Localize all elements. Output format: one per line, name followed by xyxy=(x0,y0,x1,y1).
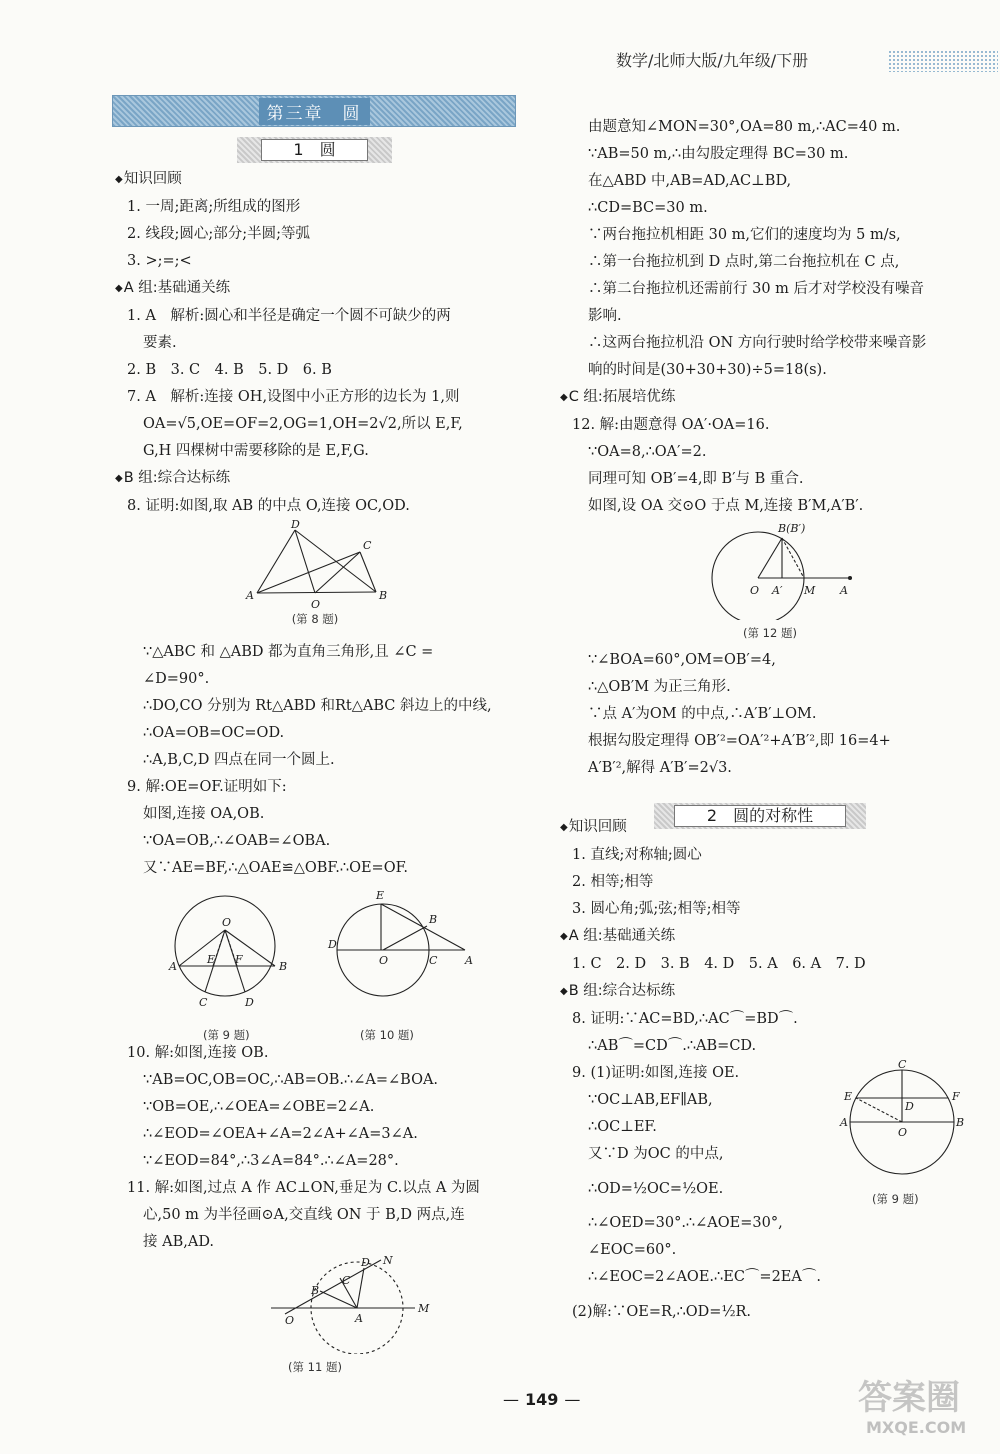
heading-group-c: ◆ C 组:拓展培优练 xyxy=(560,384,980,412)
svg-text:B: B xyxy=(279,960,288,973)
left-column xyxy=(115,166,525,1381)
heading-review: ◆ 知识回顾 xyxy=(115,166,525,194)
answer-line: 由题意知∠MON=30°,OA=80 m,∴AC=40 m. xyxy=(588,119,901,135)
answer-line: 影响. xyxy=(588,308,622,324)
chapter-banner xyxy=(112,95,516,127)
svg-text:O: O xyxy=(750,584,760,597)
watermark-logo: 答案圈 MXQE.COM xyxy=(858,1378,967,1437)
answer-line: 如图,连接 OA,OB. xyxy=(143,806,265,822)
svg-text:E: E xyxy=(207,953,216,966)
svg-text:E: E xyxy=(376,889,385,902)
section-title-2: 2 圆的对称性 xyxy=(674,805,846,827)
answer-line: ∵OC⊥AB,EF∥AB, xyxy=(588,1092,713,1108)
answer-line: 在△ABD 中,AB=AD,AC⊥BD, xyxy=(588,173,792,189)
svg-text:A: A xyxy=(840,1116,848,1129)
answer-line: ∵AB=50 m,∴由勾股定理得 BC=30 m. xyxy=(588,146,849,162)
figure-captions-row xyxy=(115,1022,515,1040)
label-A: A xyxy=(246,589,254,602)
label-B: B xyxy=(379,589,388,602)
label-C: C xyxy=(363,539,372,552)
running-header: 数学/北师大版/九年级/下册 xyxy=(616,51,809,70)
figure-caption: (第 12 题) xyxy=(743,626,797,640)
label-O: O xyxy=(311,598,321,610)
answer-line: 如图,设 OA 交⊙O 于点 M,连接 B′M,A′B′. xyxy=(588,498,864,514)
svg-text:B: B xyxy=(956,1116,965,1129)
question-9-block xyxy=(560,1060,980,1333)
svg-text:A: A xyxy=(355,1312,363,1325)
section-banner-spacer xyxy=(560,782,980,814)
answer-line: OA=√5,OE=OF=2,OG=1,OH=2√2,所以 E,F, xyxy=(143,416,463,432)
answer-line: ∴OD=½OC=½OE. xyxy=(588,1181,724,1197)
svg-text:O: O xyxy=(222,916,232,929)
svg-text:A: A xyxy=(169,960,177,973)
figure-caption: (第 10 题) xyxy=(360,1028,414,1042)
answer-line: 同理可知 OB′=4,即 B′与 B 重合. xyxy=(588,471,804,487)
svg-text:F: F xyxy=(235,953,243,966)
figure-8-diagram xyxy=(115,520,515,610)
svg-text:C: C xyxy=(898,1060,907,1071)
answer-line: 9. (1)证明:如图,连接 OE. xyxy=(572,1065,740,1081)
right-column xyxy=(560,114,980,1333)
answer-line: 11. 解:如图,过点 A 作 AC⊥ON,垂足为 C.以点 A 为圆 xyxy=(127,1180,480,1196)
answer-line: ∵∠BOA=60°,OM=OB′=4, xyxy=(588,652,776,668)
svg-text:D: D xyxy=(328,938,337,951)
answer-line: 要素. xyxy=(143,335,177,351)
svg-text:B(B′): B(B′) xyxy=(778,522,806,535)
answer-line: 根据勾股定理得 OB′²=OA′²+A′B′²,即 16=4+ xyxy=(588,733,891,749)
answer-line: 2. 线段;圆心;部分;半圆;等弧 xyxy=(127,226,310,242)
svg-text:A′: A′ xyxy=(772,584,783,597)
answer-line: ∴CD=BC=30 m. xyxy=(588,200,708,216)
answer-line: ∠D=90°. xyxy=(143,671,210,687)
answer-line: 1. 直线;对称轴;圆心 xyxy=(572,847,702,863)
header-dot-pattern xyxy=(888,50,998,72)
svg-text:D: D xyxy=(245,996,254,1009)
answer-line: ∵OA=8,∴OA′=2. xyxy=(588,444,707,460)
page-number: — 149 — xyxy=(497,1390,586,1409)
chapter-title: 第三章 圆 xyxy=(259,98,370,125)
answer-line: ∴OA=OB=OC=OD. xyxy=(143,725,285,741)
figure-caption: (第 11 题) xyxy=(288,1360,342,1374)
answer-line: 2. 相等;相等 xyxy=(572,874,654,890)
answer-line: 接 AB,AD. xyxy=(143,1234,215,1250)
answer-line: 又∵D 为OC 的中点, xyxy=(588,1146,724,1162)
figure-caption: (第 8 题) xyxy=(291,612,339,626)
svg-text:E: E xyxy=(844,1090,853,1103)
answer-line: 又∵AE=BF,∴△OAE≌△OBF.∴OE=OF. xyxy=(143,860,408,876)
answer-line: ∵AB=OC,OB=OC,∴AB=OB.∴∠A=∠BOA. xyxy=(143,1072,439,1088)
answer-line: ∴OC⊥EF. xyxy=(588,1119,657,1135)
svg-text:M: M xyxy=(804,584,816,597)
answer-line: ∴这两台拖拉机沿 ON 方向行驶时给学校带来噪音影 xyxy=(588,335,927,351)
figure-caption: (第 9 题) xyxy=(203,1028,250,1042)
svg-text:M: M xyxy=(418,1302,430,1315)
section-title-1: 1 圆 xyxy=(261,139,368,161)
answer-line: 8. 证明:∵AC=BD,∴AC⌒=BD⌒. xyxy=(572,1011,798,1027)
svg-text:O: O xyxy=(379,954,389,967)
label-D: D xyxy=(291,520,300,531)
answer-line: 12. 解:由题意得 OA′·OA=16. xyxy=(572,417,770,433)
figure-9-10-diagrams xyxy=(115,882,515,1022)
answer-line: 1. 一周;距离;所组成的图形 xyxy=(127,199,301,215)
figure-9b-diagram xyxy=(832,1060,972,1180)
section-banner-1 xyxy=(237,137,392,163)
answer-line: (2)解:∵OE=R,∴OD=½R. xyxy=(572,1304,752,1320)
svg-text:O: O xyxy=(898,1126,908,1139)
answer-line: G,H 四棵树中需要移除的是 E,F,G. xyxy=(143,443,369,459)
answer-line: ∵两台拖拉机相距 30 m,它们的速度均为 5 m/s, xyxy=(588,227,901,243)
answer-line: ∴第一台拖拉机到 D 点时,第二台拖拉机在 C 点, xyxy=(588,254,900,270)
answer-line: ∴AB⌒=CD⌒.∴AB=CD. xyxy=(588,1038,757,1054)
svg-text:C: C xyxy=(342,1274,351,1287)
svg-text:N: N xyxy=(383,1256,393,1267)
heading-group-a-2: ◆ A 组:基础通关练 xyxy=(560,923,980,951)
svg-text:F: F xyxy=(952,1090,960,1103)
svg-text:D: D xyxy=(361,1256,370,1269)
answer-line: ∴第二台拖拉机还需前行 30 m 后才对学校没有噪音 xyxy=(588,281,925,297)
answer-line: 9. 解:OE=OF.证明如下: xyxy=(127,779,287,795)
answer-line: ∴∠OED=30°.∴∠AOE=30°, xyxy=(588,1215,783,1231)
answer-line: 1. C 2. D 3. B 4. D 5. A 6. A 7. D xyxy=(572,956,866,972)
answer-line: ∠EOC=60°. xyxy=(588,1242,677,1258)
answer-line: 2. B 3. C 4. B 5. D 6. B xyxy=(127,362,332,378)
answer-line: 1. A 解析:圆心和半径是确定一个圆不可缺少的两 xyxy=(127,308,451,324)
answer-line: ∴∠EOD=∠OEA+∠A=2∠A+∠A=3∠A. xyxy=(143,1126,418,1142)
answer-line: ∴∠EOC=2∠AOE.∴EC⌒=2EA⌒. xyxy=(588,1269,821,1285)
answer-line: 3. 圆心角;弧;弦;相等;相等 xyxy=(572,901,741,917)
figure-11-diagram xyxy=(115,1256,515,1354)
answer-line: 10. 解:如图,连接 OB. xyxy=(127,1045,269,1061)
heading-review-2: ◆ 知识回顾 xyxy=(560,814,980,842)
answer-line: 8. 证明:如图,取 AB 的中点 O,连接 OC,OD. xyxy=(127,498,410,514)
answer-line: A′B′²,解得 A′B′=2√3. xyxy=(588,760,732,776)
svg-text:D: D xyxy=(905,1100,914,1113)
svg-text:A: A xyxy=(840,584,848,597)
figure-12-diagram xyxy=(560,520,980,620)
svg-text:B: B xyxy=(429,913,438,926)
heading-group-b-2: ◆ B 组:综合达标练 xyxy=(560,978,980,1006)
answer-line: ∵点 A′为OM 的中点,∴A′B′⊥OM. xyxy=(588,706,817,722)
answer-line: ∵△ABC 和 △ABD 都为直角三角形,且 ∠C = xyxy=(143,644,434,660)
answer-line: ∵OB=OE,∴∠OEA=∠OBE=2∠A. xyxy=(143,1099,375,1115)
answer-line: 3. >;=;< xyxy=(127,253,192,269)
answer-line: ∵∠EOD=84°,∴3∠A=84°.∴∠A=28°. xyxy=(143,1153,399,1169)
answer-line: 心,50 m 为半径画⊙A,交直线 ON 于 B,D 两点,连 xyxy=(143,1207,465,1223)
heading-group-a: ◆ A 组:基础通关练 xyxy=(115,275,525,303)
svg-text:C: C xyxy=(429,954,438,967)
svg-text:A: A xyxy=(465,954,473,967)
answer-line: 响的时间是(30+30+30)÷5=18(s). xyxy=(588,362,827,378)
svg-text:C: C xyxy=(199,996,208,1009)
svg-text:O: O xyxy=(285,1314,295,1327)
figure-caption: (第 9 题) xyxy=(872,1192,919,1206)
answer-line: ∴△OB′M 为正三角形. xyxy=(588,679,731,695)
answer-line: ∴DO,CO 分别为 Rt△ABD 和Rt△ABC 斜边上的中线, xyxy=(143,698,492,714)
answer-line: ∵OA=OB,∴∠OAB=∠OBA. xyxy=(143,833,331,849)
answer-line: 7. A 解析:连接 OH,设图中小正方形的边长为 1,则 xyxy=(127,389,460,405)
heading-group-b: ◆ B 组:综合达标练 xyxy=(115,465,525,493)
svg-text:B: B xyxy=(311,1284,320,1297)
answer-line: ∴A,B,C,D 四点在同一个圆上. xyxy=(143,752,335,768)
